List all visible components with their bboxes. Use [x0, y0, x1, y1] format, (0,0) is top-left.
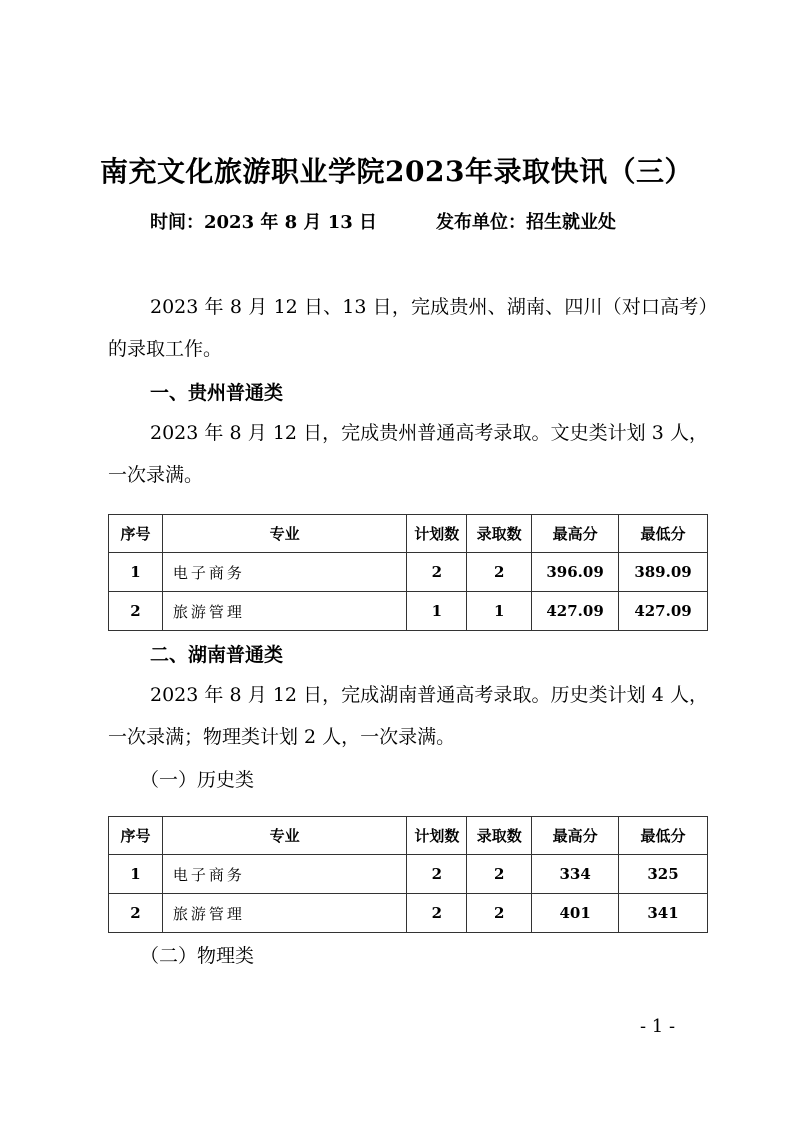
cell: 2 [467, 553, 532, 592]
cell: 旅游管理 [162, 592, 406, 631]
cell: 1 [109, 855, 163, 894]
header-cell: 最高分 [532, 515, 619, 553]
cell: 1 [467, 592, 532, 631]
publish-time: 时间：2023 年 8 月 13 日 [150, 212, 378, 233]
header-cell: 录取数 [467, 515, 532, 553]
header-cell: 专业 [162, 817, 407, 855]
table-header-row [109, 817, 708, 855]
cell: 2 [407, 894, 467, 933]
section1-paragraph: 2023 年 8 月 12 日，完成贵州普通高考录取。文史类计划 3 人，一次录满。 [108, 422, 708, 486]
cell: 2 [467, 855, 532, 894]
cell: 341 [619, 894, 708, 933]
cell: 2 [109, 894, 163, 933]
cell: 旅游管理 [162, 894, 407, 933]
cell: 325 [619, 855, 708, 894]
page-number: - 1 - [640, 1016, 676, 1037]
cell: 2 [407, 855, 467, 894]
hunan-history-table [108, 816, 708, 933]
section2-paragraph: 2023 年 8 月 12 日，完成湖南普通高考录取。历史类计划 4 人，一次录满；物理类计划 2 人，一次录满。 [108, 684, 708, 748]
header-cell: 计划数 [407, 515, 467, 553]
cell: 1 [109, 553, 163, 592]
table-row [109, 553, 708, 592]
section1-heading: 一、贵州普通类 [150, 382, 284, 404]
cell: 电子商务 [162, 855, 407, 894]
publisher: 发布单位：招生就业处 [436, 212, 616, 233]
history-subheading: （一）历史类 [140, 769, 255, 791]
header-cell: 计划数 [407, 817, 467, 855]
cell: 2 [407, 553, 467, 592]
header-cell: 最低分 [619, 515, 708, 553]
cell: 401 [532, 894, 619, 933]
table-row [109, 855, 708, 894]
cell: 2 [109, 592, 163, 631]
intro-paragraph: 2023 年 8 月 12 日、13 日，完成贵州、湖南、四川（对口高考）的录取工作。 [108, 296, 708, 360]
cell: 389.09 [619, 553, 708, 592]
table-header-row [109, 515, 708, 553]
cell: 427.09 [532, 592, 619, 631]
section2-heading: 二、湖南普通类 [150, 644, 284, 666]
table-row [109, 894, 708, 933]
header-cell: 录取数 [467, 817, 532, 855]
cell: 396.09 [532, 553, 619, 592]
header-cell: 最高分 [532, 817, 619, 855]
header-cell: 专业 [162, 515, 406, 553]
header-cell: 最低分 [619, 817, 708, 855]
document-title: 南充文化旅游职业学院2023年录取快讯（三） [100, 155, 693, 188]
cell: 1 [407, 592, 467, 631]
header-cell: 序号 [109, 515, 163, 553]
cell: 427.09 [619, 592, 708, 631]
table-row [109, 592, 708, 631]
header-cell: 序号 [109, 817, 163, 855]
cell: 电子商务 [162, 553, 406, 592]
cell: 2 [467, 894, 532, 933]
physics-subheading: （二）物理类 [140, 945, 255, 967]
cell: 334 [532, 855, 619, 894]
guizhou-table [108, 514, 708, 631]
